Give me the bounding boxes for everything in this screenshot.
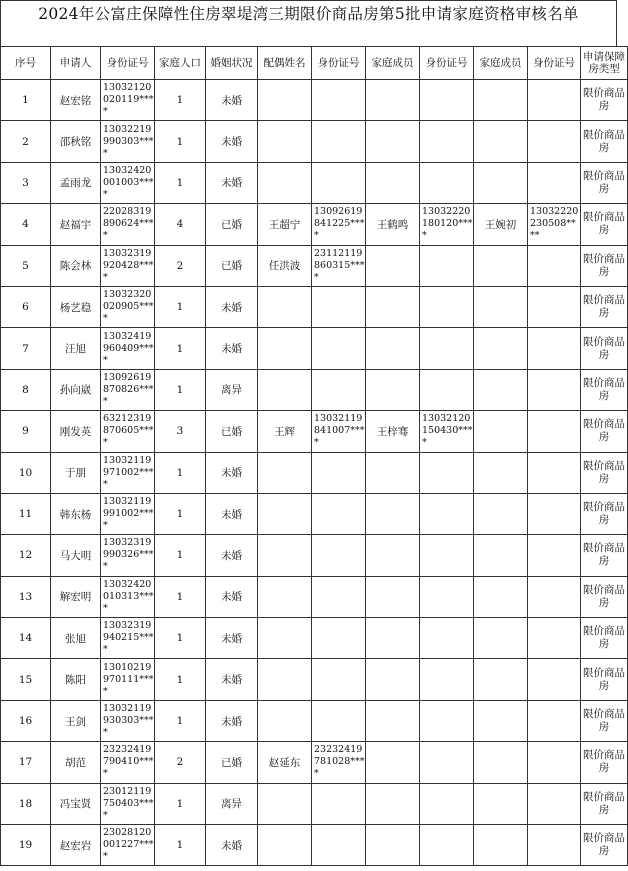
- cell-housing-type: 限价商品房: [581, 121, 628, 162]
- cell-applicant: 陈阳: [51, 659, 101, 700]
- cell-household-size: 1: [155, 783, 206, 824]
- cell-member1-id: [420, 80, 474, 121]
- cell-spouse-name: [258, 162, 312, 203]
- cell-spouse-name: 任洪波: [258, 245, 312, 286]
- cell-spouse-id: [312, 659, 366, 700]
- cell-marital-status: 已婚: [206, 742, 258, 783]
- cell-member1: [366, 493, 420, 534]
- cell-spouse-id: [312, 825, 366, 866]
- cell-member1-id: [420, 618, 474, 659]
- cell-spouse-id: [312, 328, 366, 369]
- cell-member1: [366, 162, 420, 203]
- cell-member2: [474, 742, 528, 783]
- table-row: [1, 783, 628, 824]
- cell-member1: [366, 576, 420, 617]
- cell-applicant: 张旭: [51, 618, 101, 659]
- cell-applicant: 刚发英: [51, 411, 101, 452]
- cell-applicant: 胡范: [51, 742, 101, 783]
- cell-marital-status: 未婚: [206, 535, 258, 576]
- cell-marital-status: 未婚: [206, 328, 258, 369]
- cell-id-number: 13032219990303****: [101, 121, 155, 162]
- cell-index: 7: [1, 328, 51, 369]
- cell-marital-status: 已婚: [206, 245, 258, 286]
- header-spouse-id: 身份证号: [312, 47, 366, 80]
- cell-spouse-name: [258, 700, 312, 741]
- cell-index: 12: [1, 535, 51, 576]
- table-row: [1, 618, 628, 659]
- cell-member2-id: [528, 411, 581, 452]
- cell-household-size: 1: [155, 700, 206, 741]
- cell-spouse-name: [258, 659, 312, 700]
- cell-marital-status: 未婚: [206, 162, 258, 203]
- cell-member1-id: [420, 576, 474, 617]
- cell-id-number: 13032420010313****: [101, 576, 155, 617]
- cell-spouse-name: [258, 825, 312, 866]
- cell-id-number: 13032419960409****: [101, 328, 155, 369]
- cell-housing-type: 限价商品房: [581, 204, 628, 245]
- cell-marital-status: 已婚: [206, 411, 258, 452]
- cell-household-size: 4: [155, 204, 206, 245]
- cell-index: 16: [1, 700, 51, 741]
- cell-member2-id: [528, 742, 581, 783]
- cell-member2-id: [528, 618, 581, 659]
- cell-spouse-id: [312, 121, 366, 162]
- cell-spouse-id: [312, 369, 366, 410]
- cell-spouse-name: [258, 121, 312, 162]
- table-row: [1, 162, 628, 203]
- cell-spouse-id: [312, 452, 366, 493]
- cell-household-size: 2: [155, 245, 206, 286]
- cell-member1: [366, 659, 420, 700]
- cell-id-number: 13032119991002****: [101, 493, 155, 534]
- cell-member1-id: [420, 121, 474, 162]
- cell-member1: [366, 80, 420, 121]
- cell-member2: 王婉初: [474, 204, 528, 245]
- cell-member2: [474, 493, 528, 534]
- header-index: 序号: [1, 47, 51, 80]
- cell-marital-status: 未婚: [206, 80, 258, 121]
- table-row: [1, 204, 628, 245]
- cell-index: 9: [1, 411, 51, 452]
- cell-member1: 王梓骞: [366, 411, 420, 452]
- cell-id-number: 23232419790410****: [101, 742, 155, 783]
- cell-household-size: 1: [155, 286, 206, 327]
- cell-member2: [474, 80, 528, 121]
- cell-index: 8: [1, 369, 51, 410]
- cell-housing-type: 限价商品房: [581, 618, 628, 659]
- cell-household-size: 1: [155, 80, 206, 121]
- cell-member2: [474, 659, 528, 700]
- cell-member2-id: [528, 825, 581, 866]
- cell-index: 11: [1, 493, 51, 534]
- cell-member1: [366, 825, 420, 866]
- cell-spouse-name: 王辉: [258, 411, 312, 452]
- cell-member1-id: [420, 369, 474, 410]
- cell-member2-id: [528, 493, 581, 534]
- cell-member2-id: [528, 659, 581, 700]
- cell-id-number: 13032119971002****: [101, 452, 155, 493]
- header-member1: 家庭成员: [366, 47, 420, 80]
- cell-spouse-name: [258, 493, 312, 534]
- cell-index: 17: [1, 742, 51, 783]
- cell-applicant: 赵宏铭: [51, 80, 101, 121]
- cell-member2: [474, 369, 528, 410]
- cell-member2-id: [528, 121, 581, 162]
- cell-housing-type: 限价商品房: [581, 825, 628, 866]
- cell-index: 3: [1, 162, 51, 203]
- cell-index: 1: [1, 80, 51, 121]
- cell-marital-status: 未婚: [206, 576, 258, 617]
- cell-household-size: 1: [155, 825, 206, 866]
- cell-member2-id: [528, 328, 581, 369]
- cell-marital-status: 未婚: [206, 493, 258, 534]
- cell-member1-id: 13032120150430****: [420, 411, 474, 452]
- cell-member2-id: [528, 286, 581, 327]
- header-member1-id: 身份证号: [420, 47, 474, 80]
- table-row: [1, 452, 628, 493]
- cell-member1: [366, 121, 420, 162]
- cell-applicant: 汪旭: [51, 328, 101, 369]
- cell-id-number: 13032319990326****: [101, 535, 155, 576]
- cell-spouse-name: 赵延东: [258, 742, 312, 783]
- header-applicant: 申请人: [51, 47, 101, 80]
- cell-household-size: 3: [155, 411, 206, 452]
- cell-housing-type: 限价商品房: [581, 328, 628, 369]
- header-id-number: 身份证号: [101, 47, 155, 80]
- cell-spouse-id: [312, 80, 366, 121]
- cell-spouse-name: [258, 783, 312, 824]
- table-row: [1, 659, 628, 700]
- cell-spouse-id: [312, 576, 366, 617]
- cell-member1-id: 13032220180120****: [420, 204, 474, 245]
- cell-member1: [366, 452, 420, 493]
- cell-member2-id: 13032220230508****: [528, 204, 581, 245]
- cell-spouse-id: 23232419781028****: [312, 742, 366, 783]
- cell-spouse-name: [258, 80, 312, 121]
- cell-spouse-name: [258, 452, 312, 493]
- cell-housing-type: 限价商品房: [581, 535, 628, 576]
- header-member2-id: 身份证号: [528, 47, 581, 80]
- cell-member2: [474, 825, 528, 866]
- table-header-row: [1, 47, 628, 80]
- cell-applicant: 韩东杨: [51, 493, 101, 534]
- cell-id-number: 13032119930303****: [101, 700, 155, 741]
- cell-member1: [366, 369, 420, 410]
- cell-marital-status: 未婚: [206, 286, 258, 327]
- cell-member1: [366, 700, 420, 741]
- cell-housing-type: 限价商品房: [581, 162, 628, 203]
- cell-housing-type: 限价商品房: [581, 700, 628, 741]
- cell-member1-id: [420, 700, 474, 741]
- cell-spouse-name: [258, 576, 312, 617]
- cell-index: 18: [1, 783, 51, 824]
- cell-applicant: 赵福宇: [51, 204, 101, 245]
- cell-member1-id: [420, 783, 474, 824]
- cell-applicant: 马大明: [51, 535, 101, 576]
- cell-member1-id: [420, 659, 474, 700]
- cell-id-number: 13032319940215****: [101, 618, 155, 659]
- cell-marital-status: 离异: [206, 369, 258, 410]
- cell-index: 5: [1, 245, 51, 286]
- cell-member2-id: [528, 245, 581, 286]
- table-row: [1, 245, 628, 286]
- applicant-table: [0, 46, 628, 866]
- cell-household-size: 1: [155, 121, 206, 162]
- cell-applicant: 邵秋铭: [51, 121, 101, 162]
- cell-id-number: 13032319920428****: [101, 245, 155, 286]
- cell-member1-id: [420, 452, 474, 493]
- cell-index: 2: [1, 121, 51, 162]
- cell-index: 19: [1, 825, 51, 866]
- cell-household-size: 1: [155, 328, 206, 369]
- cell-household-size: 2: [155, 742, 206, 783]
- table-row: [1, 80, 628, 121]
- cell-id-number: 13032320020905****: [101, 286, 155, 327]
- cell-member1: [366, 286, 420, 327]
- cell-housing-type: 限价商品房: [581, 659, 628, 700]
- cell-spouse-id: 13032119841007****: [312, 411, 366, 452]
- cell-applicant: 陈会林: [51, 245, 101, 286]
- cell-index: 14: [1, 618, 51, 659]
- cell-spouse-name: [258, 369, 312, 410]
- cell-member2-id: [528, 576, 581, 617]
- cell-spouse-id: [312, 493, 366, 534]
- cell-marital-status: 未婚: [206, 452, 258, 493]
- cell-member2: [474, 286, 528, 327]
- cell-housing-type: 限价商品房: [581, 576, 628, 617]
- cell-spouse-id: [312, 535, 366, 576]
- cell-id-number: 23012119750403****: [101, 783, 155, 824]
- cell-member1: [366, 618, 420, 659]
- cell-spouse-id: [312, 783, 366, 824]
- cell-spouse-id: [312, 700, 366, 741]
- cell-spouse-name: 王超宁: [258, 204, 312, 245]
- cell-index: 6: [1, 286, 51, 327]
- cell-member2-id: [528, 700, 581, 741]
- cell-id-number: 23028120001227****: [101, 825, 155, 866]
- table-row: [1, 411, 628, 452]
- cell-housing-type: 限价商品房: [581, 742, 628, 783]
- cell-index: 13: [1, 576, 51, 617]
- table-row: [1, 328, 628, 369]
- cell-member1-id: [420, 493, 474, 534]
- cell-applicant: 孟雨龙: [51, 162, 101, 203]
- cell-housing-type: 限价商品房: [581, 452, 628, 493]
- table-row: [1, 286, 628, 327]
- cell-member2-id: [528, 535, 581, 576]
- cell-member1: [366, 245, 420, 286]
- cell-member1-id: [420, 286, 474, 327]
- cell-marital-status: 未婚: [206, 121, 258, 162]
- cell-member2-id: [528, 783, 581, 824]
- cell-applicant: 王剑: [51, 700, 101, 741]
- header-member2: 家庭成员: [474, 47, 528, 80]
- cell-member1: 王鹤鸣: [366, 204, 420, 245]
- cell-marital-status: 已婚: [206, 204, 258, 245]
- cell-housing-type: 限价商品房: [581, 411, 628, 452]
- cell-housing-type: 限价商品房: [581, 369, 628, 410]
- cell-applicant: 赵宏岩: [51, 825, 101, 866]
- cell-member2: [474, 121, 528, 162]
- cell-member2: [474, 618, 528, 659]
- cell-member2: [474, 245, 528, 286]
- table-row: [1, 493, 628, 534]
- cell-member2: [474, 535, 528, 576]
- cell-housing-type: 限价商品房: [581, 783, 628, 824]
- cell-member2: [474, 576, 528, 617]
- cell-member1-id: [420, 825, 474, 866]
- cell-member2-id: [528, 452, 581, 493]
- cell-index: 15: [1, 659, 51, 700]
- cell-member2-id: [528, 162, 581, 203]
- cell-id-number: 13010219970111****: [101, 659, 155, 700]
- cell-housing-type: 限价商品房: [581, 80, 628, 121]
- cell-id-number: 13032420001003****: [101, 162, 155, 203]
- document-title: 2024年公富庄保障性住房翠堤湾三期限价商品房第5批申请家庭资格审核名单: [0, 0, 617, 46]
- header-marital-status: 婚姻状况: [206, 47, 258, 80]
- cell-member1: [366, 328, 420, 369]
- cell-applicant: 孙向崴: [51, 369, 101, 410]
- cell-spouse-id: 23112119860315****: [312, 245, 366, 286]
- cell-marital-status: 离异: [206, 783, 258, 824]
- cell-marital-status: 未婚: [206, 659, 258, 700]
- cell-spouse-name: [258, 618, 312, 659]
- cell-member1: [366, 783, 420, 824]
- table-row: [1, 535, 628, 576]
- cell-index: 4: [1, 204, 51, 245]
- cell-household-size: 1: [155, 576, 206, 617]
- cell-index: 10: [1, 452, 51, 493]
- cell-member2: [474, 452, 528, 493]
- cell-marital-status: 未婚: [206, 618, 258, 659]
- cell-id-number: 22028319890624****: [101, 204, 155, 245]
- table-row: [1, 825, 628, 866]
- cell-member2-id: [528, 80, 581, 121]
- cell-member1-id: [420, 245, 474, 286]
- table-row: [1, 742, 628, 783]
- cell-spouse-id: 13092619841225****: [312, 204, 366, 245]
- header-spouse-name: 配偶姓名: [258, 47, 312, 80]
- table-row: [1, 369, 628, 410]
- table-row: [1, 121, 628, 162]
- header-household-size: 家庭人口: [155, 47, 206, 80]
- cell-applicant: 冯宝贤: [51, 783, 101, 824]
- header-housing-type: 申请保障房类型: [581, 47, 628, 80]
- cell-household-size: 1: [155, 162, 206, 203]
- cell-applicant: 于朋: [51, 452, 101, 493]
- cell-applicant: 杨艺稳: [51, 286, 101, 327]
- cell-member1-id: [420, 535, 474, 576]
- cell-household-size: 1: [155, 493, 206, 534]
- cell-household-size: 1: [155, 452, 206, 493]
- cell-household-size: 1: [155, 618, 206, 659]
- table-row: [1, 576, 628, 617]
- cell-member2: [474, 783, 528, 824]
- cell-member1: [366, 742, 420, 783]
- cell-household-size: 1: [155, 369, 206, 410]
- cell-marital-status: 未婚: [206, 825, 258, 866]
- cell-household-size: 1: [155, 535, 206, 576]
- cell-spouse-id: [312, 618, 366, 659]
- cell-member2-id: [528, 369, 581, 410]
- cell-member1: [366, 535, 420, 576]
- cell-member2: [474, 700, 528, 741]
- cell-spouse-id: [312, 286, 366, 327]
- cell-id-number: 63212319870605****: [101, 411, 155, 452]
- cell-member2: [474, 411, 528, 452]
- cell-member2: [474, 162, 528, 203]
- cell-marital-status: 未婚: [206, 700, 258, 741]
- cell-housing-type: 限价商品房: [581, 245, 628, 286]
- cell-applicant: 解宏明: [51, 576, 101, 617]
- cell-housing-type: 限价商品房: [581, 493, 628, 534]
- cell-spouse-name: [258, 286, 312, 327]
- cell-id-number: 13032120020119****: [101, 80, 155, 121]
- cell-spouse-name: [258, 328, 312, 369]
- cell-member2: [474, 328, 528, 369]
- cell-spouse-name: [258, 535, 312, 576]
- cell-housing-type: 限价商品房: [581, 286, 628, 327]
- cell-member1-id: [420, 162, 474, 203]
- cell-household-size: 1: [155, 659, 206, 700]
- cell-member1-id: [420, 742, 474, 783]
- cell-id-number: 13092619870826****: [101, 369, 155, 410]
- cell-member1-id: [420, 328, 474, 369]
- table-row: [1, 700, 628, 741]
- cell-spouse-id: [312, 162, 366, 203]
